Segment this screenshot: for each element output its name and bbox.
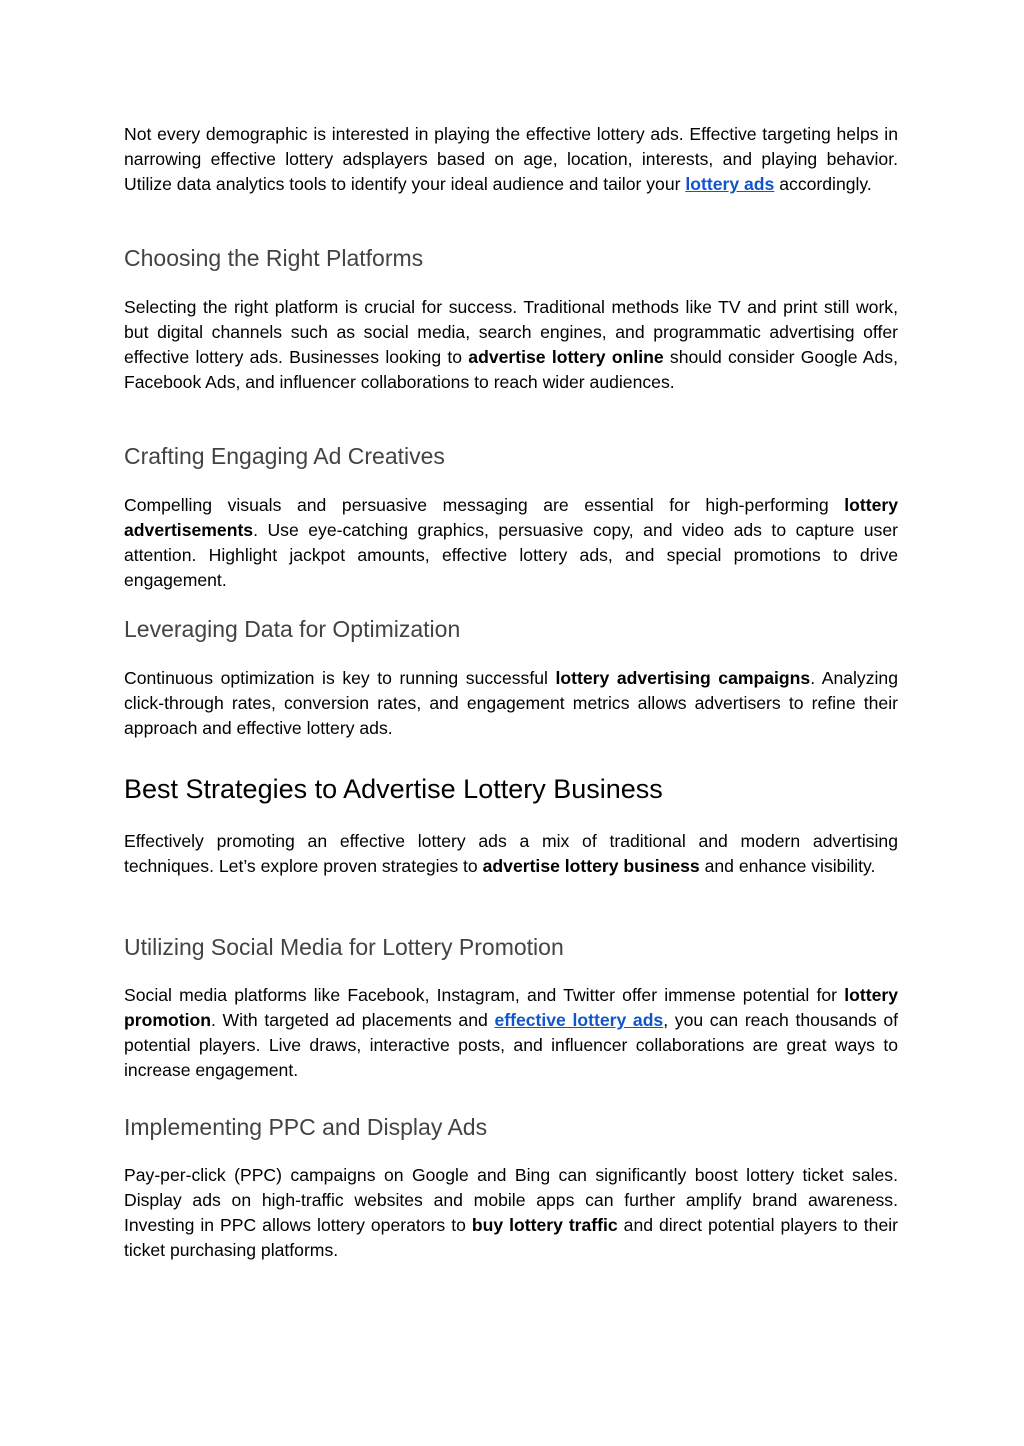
optimization-bold: lottery advertising campaigns: [555, 668, 811, 688]
platforms-bold: advertise lottery online: [468, 347, 664, 367]
creatives-bold: lottery advertisements: [124, 495, 898, 540]
social-paragraph: [124, 983, 898, 1083]
effective-lottery-ads-link[interactable]: effective lottery ads: [494, 1010, 664, 1030]
lottery-ads-link[interactable]: lottery ads: [685, 174, 775, 194]
heading-ppc-display: Implementing PPC and Display Ads: [124, 1114, 488, 1140]
creatives-text-2: . Use eye-catching graphics, persuasive copy, and video ads to capture user attention. Highlight jackpot amounts, effective lottery ads, and special promotions to drive engagement.: [124, 520, 898, 590]
social-text-1: Social media platforms like Facebook, Instagram, and Twitter offer immense potential for: [124, 985, 845, 1005]
platforms-text-1: Selecting the right platform is crucial for success. Traditional methods like TV and print still work, but digital channels such as social media, search engines, and programmatic advertising offer effective lottery ads. Businesses looking to: [124, 297, 898, 367]
best-bold: advertise lottery business: [482, 856, 700, 876]
optimization-text-1: Continuous optimization is key to running successful: [124, 668, 556, 688]
ppc-text-2: and direct potential players to their ticket purchasing platforms.: [124, 1215, 898, 1260]
optimization-text-2: . Analyzing click-through rates, conversion rates, and engagement metrics allows advertisers to refine their approach and effective lottery ads.: [124, 668, 898, 738]
heading-best-strategies: Best Strategies to Advertise Lottery Business: [124, 774, 663, 804]
best-text-1: Effectively promoting an effective lottery ads a mix of traditional and modern advertising techniques. Let’s explore proven strategies to: [124, 831, 898, 876]
heading-ad-creatives: Crafting Engaging Ad Creatives: [124, 443, 445, 469]
social-bold: lottery promotion: [124, 985, 898, 1030]
intro-text-1: Not every demographic is interested in playing the effective lottery ads. Effective targeting helps in narrowing effective lottery adsplayers based on age, location, interests, and playing behavior. Utilize data analytics tools to identify your ideal audience and tailor your: [124, 124, 898, 194]
intro-paragraph: [124, 122, 898, 197]
intro-text-2: accordingly.: [774, 174, 872, 194]
best-text-2: and enhance visibility.: [699, 856, 876, 876]
creatives-text-1: Compelling visuals and persuasive messaging are essential for high-performing: [124, 495, 845, 515]
platforms-text-2: should consider Google Ads, Facebook Ads, and influencer collaborations to reach wider audiences.: [124, 347, 898, 392]
heading-social-media: Utilizing Social Media for Lottery Promotion: [124, 934, 564, 960]
heading-choosing-platforms: Choosing the Right Platforms: [124, 245, 424, 271]
ppc-text-1: Pay-per-click (PPC) campaigns on Google and Bing can significantly boost lottery ticket sales. Display ads on high-traffic websites and mobile apps can further amplify brand awareness. Investing in PPC allows lottery operators to: [124, 1165, 898, 1235]
ppc-bold: buy lottery traffic: [471, 1215, 618, 1235]
optimization-paragraph: [124, 666, 898, 741]
ppc-paragraph: [124, 1163, 898, 1263]
best-strategies-paragraph: [124, 829, 898, 879]
heading-data-optimization: Leveraging Data for Optimization: [124, 616, 461, 642]
social-text-3: , you can reach thousands of potential players. Live draws, interactive posts, and influencer collaborations are great ways to increase engagement.: [124, 1010, 898, 1080]
platforms-paragraph: [124, 295, 898, 395]
creatives-paragraph: [124, 493, 898, 593]
social-text-2: . With targeted ad placements and: [210, 1010, 495, 1030]
